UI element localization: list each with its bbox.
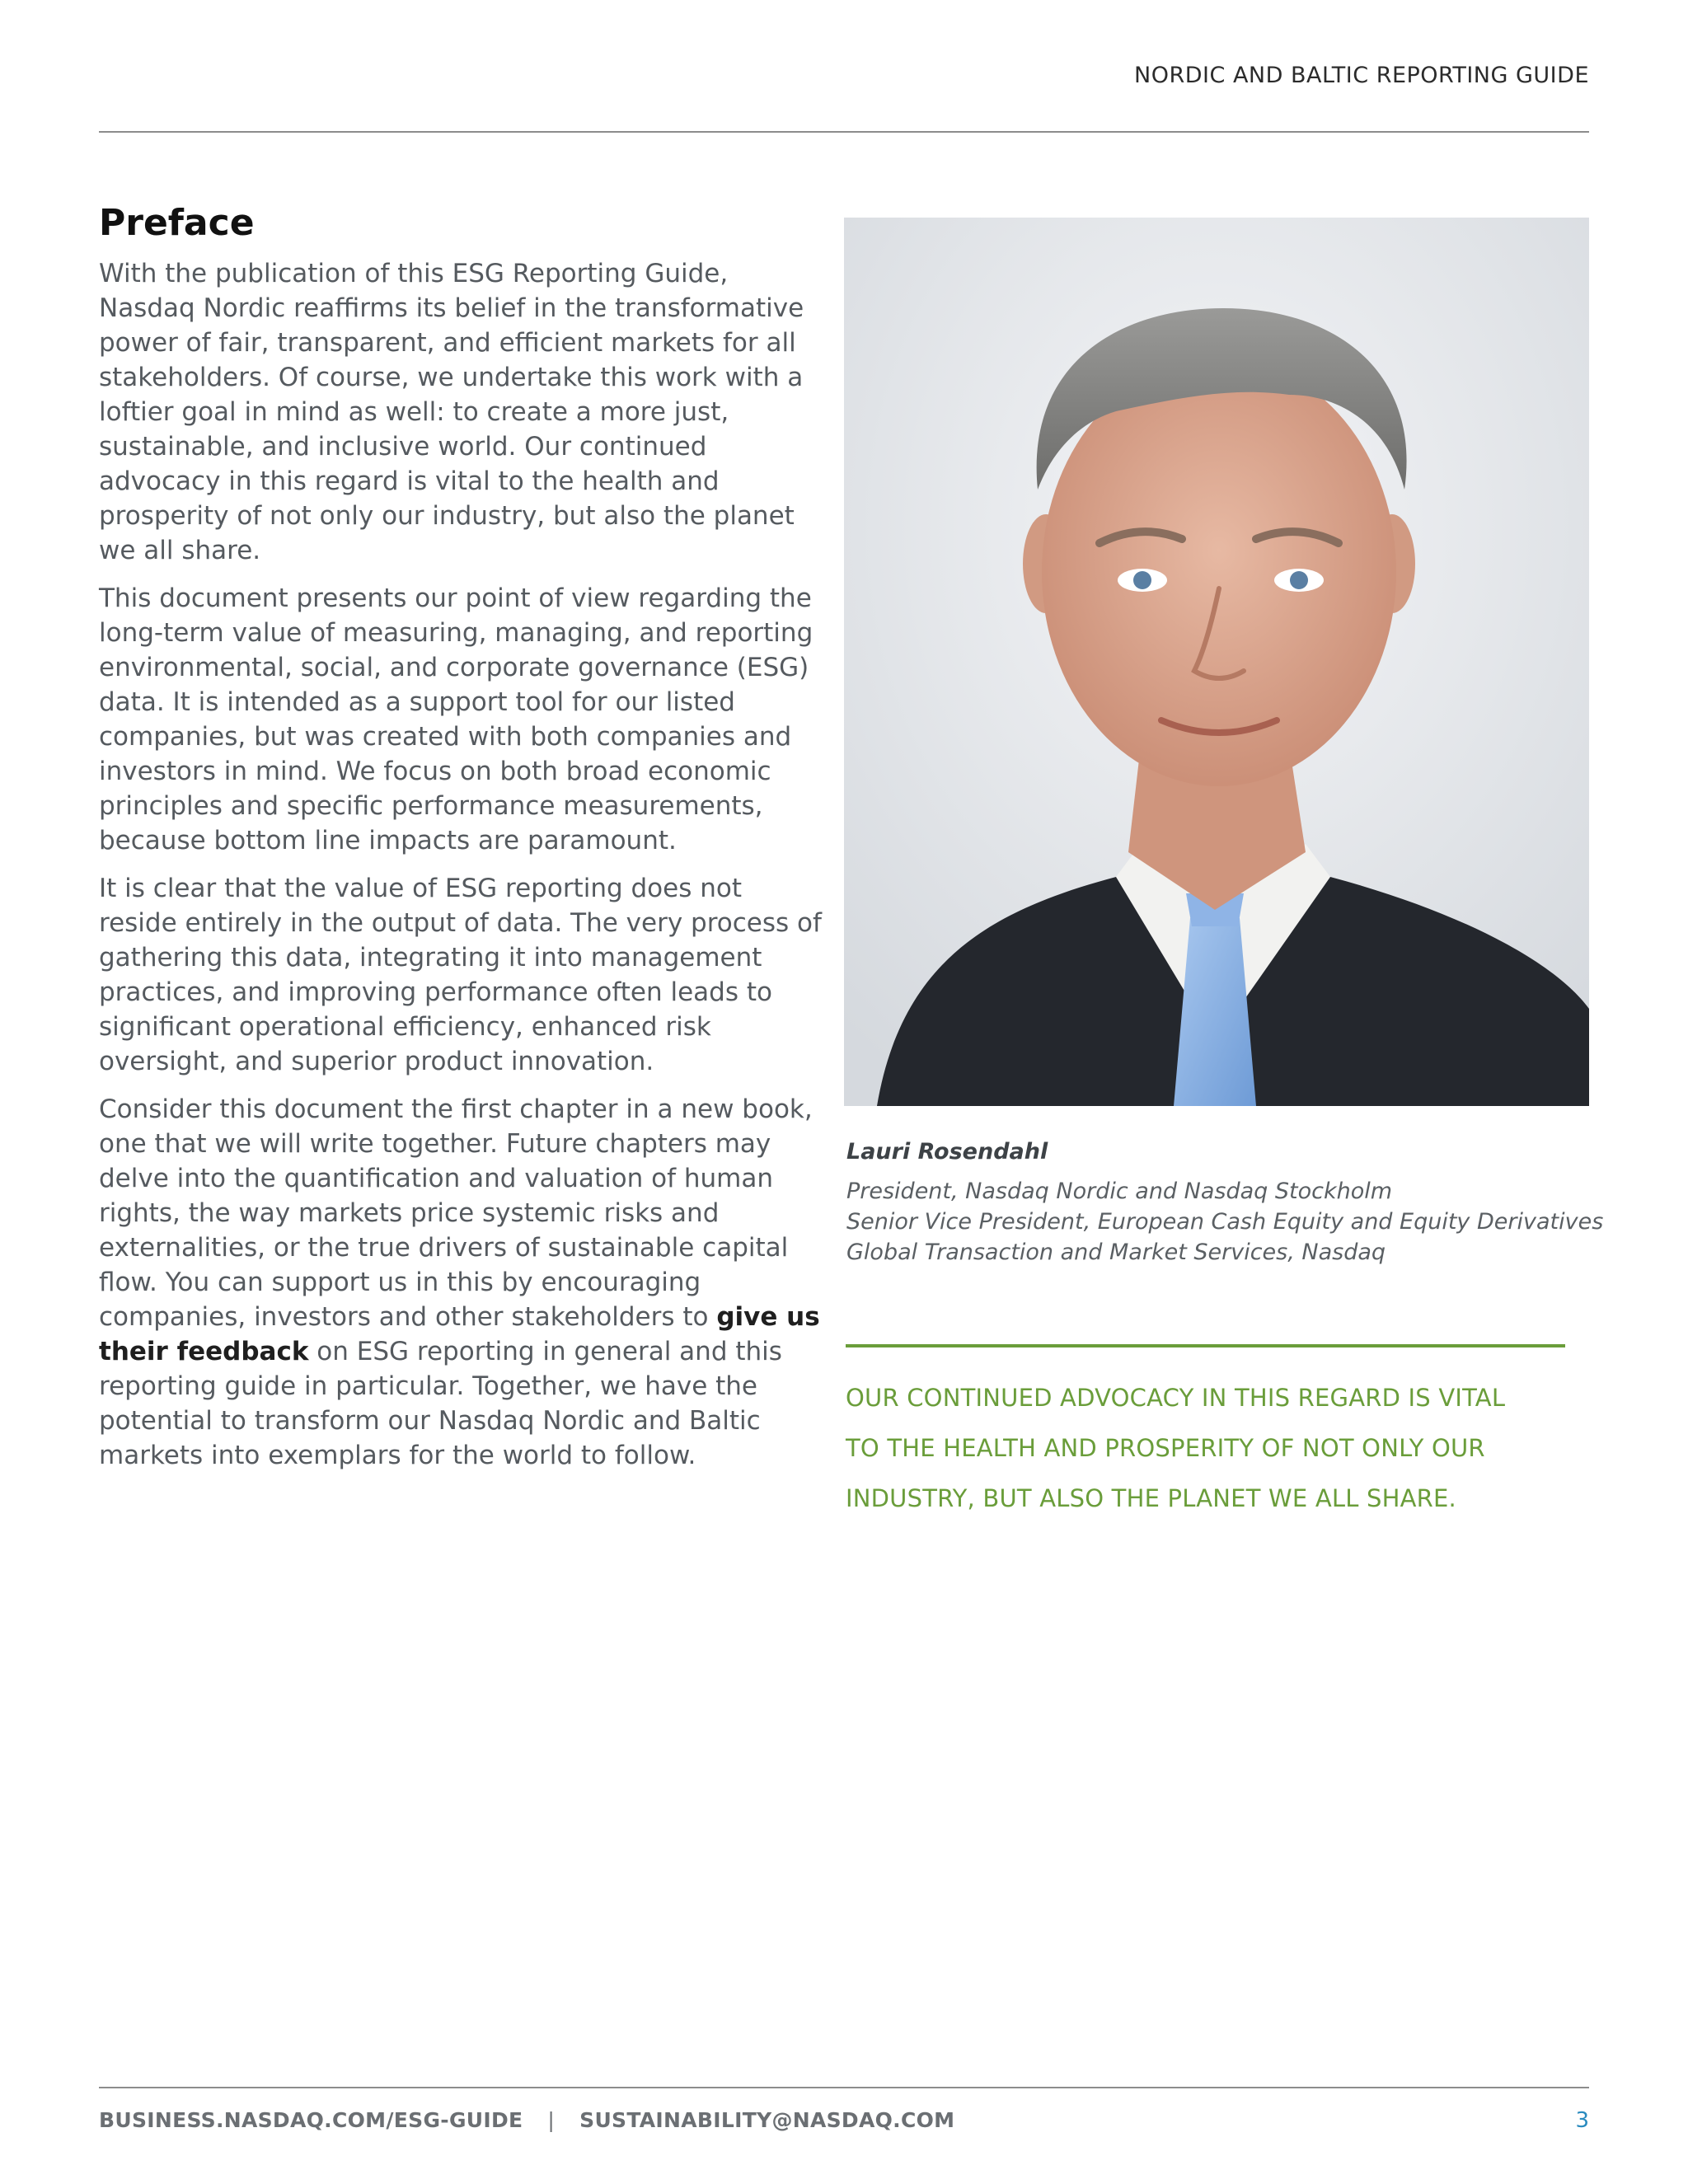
footer: [99, 2108, 954, 2132]
paragraph-4-text-before: Consider this document the first chapter in a new book, one that we will write together. Future chapters may delve into the quantification and valuation of human rights, the way markets price systemic risks and externalities, or the true drivers of sustainable capital flow. You can support us in this by encouraging companies, investors and other stakeholders to: [99, 1094, 813, 1332]
footer-email-link[interactable]: SUSTAINABILITY@NASDAQ.COM: [579, 2108, 955, 2132]
preface-column: [99, 203, 824, 1486]
page-title: Preface: [99, 202, 255, 244]
footer-separator: |: [547, 2108, 556, 2132]
running-header: NORDIC AND BALTIC REPORTING GUIDE: [1134, 63, 1589, 88]
footer-website-link[interactable]: BUSINESS.NASDAQ.COM/ESG-GUIDE: [99, 2108, 523, 2132]
preface-paragraph-2: This document presents our point of view regarding the long-term value of measuring, managing, and reporting environmental, social, and corporate governance (ESG) data. It is intended as a support tool for our listed companies, but was created with both companies and investors in mind. We focus on both broad economic principles and specific performance measurements, because bottom line impacts are paramount.: [99, 583, 814, 855]
preface-paragraph-1: With the publication of this ESG Reporting Guide, Nasdaq Nordic reaffirms its belief in the transformative power of fair, transparent, and efficient markets for all stakeholders. Of course, we undertake this work with a loftier goal in mind as well: to create a more just, sustainable, and inclusive world. Our continued advocacy in this regard is vital to the health and prosperity of not only our industry, but also the planet we all share.: [99, 258, 804, 565]
caption-name: Lauri Rosendahl: [846, 1139, 1048, 1165]
header-divider: [99, 131, 1589, 133]
pullquote-line-1: OUR CONTINUED ADVOCACY IN THIS REGARD IS VITAL: [846, 1384, 1506, 1412]
portrait-photo: [844, 218, 1589, 1106]
feedback-link[interactable]: give us their feedback: [99, 1301, 820, 1366]
paragraph-4-text-after: on ESG reporting in general and this reporting guide in particular. Together, we have the potential to transform our Nasdaq Nordic and Baltic markets into exemplars for the world to follow.: [99, 1336, 782, 1470]
pullquote-line-3: INDUSTRY, BUT ALSO THE PLANET WE ALL SHARE.: [846, 1484, 1456, 1512]
pull-quote: [846, 1373, 1587, 1524]
preface-paragraph-4: [99, 1092, 824, 1473]
caption-title-line-1: President, Nasdaq Nordic and Nasdaq Stockholm: [846, 1179, 1393, 1204]
footer-divider: [99, 2087, 1589, 2088]
caption-title-line-2: Senior Vice President, European Cash Equity and Equity Derivatives: [846, 1209, 1604, 1235]
photo-caption: [846, 1139, 1621, 1268]
pullquote-divider: [846, 1344, 1565, 1347]
caption-title-line-3: Global Transaction and Market Services, Nasdaq: [846, 1240, 1386, 1265]
page-number: 3: [1575, 2108, 1589, 2133]
pullquote-line-2: TO THE HEALTH AND PROSPERITY OF NOT ONLY OUR: [846, 1434, 1485, 1462]
preface-paragraph-3: It is clear that the value of ESG reporting does not reside entirely in the output of data. The very process of gathering this data, integrating it into management practices, and improving performance often leads to significant operational efficiency, enhanced risk oversight, and superior product innovation.: [99, 873, 822, 1076]
